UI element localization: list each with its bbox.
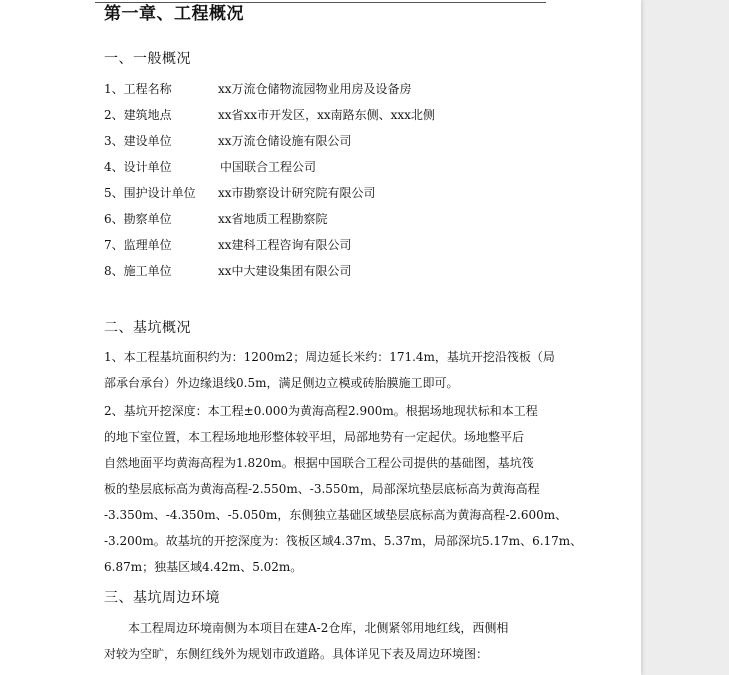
info-row-client	[104, 132, 544, 150]
text-line: 的地下室位置，本工程场地地形整体较平坦，局部地势有一定起伏。场地整平后	[104, 430, 525, 444]
info-value: xx市勘察设计研究院有限公司	[218, 186, 376, 200]
text-line: 2、基坑开挖深度：本工程±0.000为黄海高程2.900m。根据场地现状标和本工程	[104, 404, 538, 418]
info-label: 2、建筑地点	[104, 108, 172, 122]
info-value: xx万流仓储设施有限公司	[218, 134, 352, 148]
text-line: -3.200m。故基坑的开挖深度为：筏板区域4.37m、5.37m，局部深坑5.17m、6.17m、	[104, 534, 583, 548]
info-label: 3、建设单位	[104, 134, 172, 148]
info-value: xx中大建设集团有限公司	[218, 264, 352, 278]
info-value: 中国联合工程公司	[220, 160, 317, 174]
info-value: xx万流仓储物流园物业用房及设备房	[218, 82, 412, 96]
info-label: 7、监理单位	[104, 238, 172, 252]
text-line: -3.350m、-4.350m、-5.050m，东侧独立基础区域垫层底标高为黄海高程-2.600m、	[104, 508, 568, 522]
info-row-contractor	[104, 262, 544, 280]
section-heading-pit: 二、基坑概况	[104, 320, 191, 336]
info-label: 8、施工单位	[104, 264, 172, 278]
info-value: xx建科工程咨询有限公司	[218, 238, 352, 252]
info-value: xx省xx市开发区，xx南路东侧、xxx北侧	[218, 108, 435, 122]
text-line: 部承台承台）外边缘退线0.5m，满足侧边立模或砖胎膜施工即可。	[104, 376, 459, 390]
chapter-title: 第一章、工程概况	[104, 4, 244, 24]
info-row-location	[104, 106, 544, 124]
info-row-designer	[104, 158, 544, 176]
info-row-project-name	[104, 80, 544, 98]
text-line: 对较为空旷，东侧红线外为规划市政道路。具体详见下表及周边环境图：	[104, 647, 489, 661]
pit-depth-paragraph	[104, 398, 583, 580]
text-line: 板的垫层底标高为黄海高程-2.550m、-3.550m，局部深坑垫层底标高为黄海高程	[104, 482, 540, 496]
pit-area-paragraph	[104, 344, 555, 396]
info-row-supervisor	[104, 236, 544, 254]
text-line: 本工程周边环境南侧为本项目在建A-2仓库，北侧紧邻用地红线，西侧相	[128, 621, 509, 635]
info-label: 5、围护设计单位	[104, 186, 196, 200]
environment-paragraph	[104, 615, 550, 667]
text-line: 自然地面平均黄海高程为1.820m。根据中国联合工程公司提供的基础图，基坑筏	[104, 456, 534, 470]
info-label: 4、设计单位	[104, 160, 172, 174]
info-label: 6、勘察单位	[104, 212, 172, 226]
text-line: 6.87m；独基区域4.42m、5.02m。	[104, 560, 303, 574]
text-line: 1、本工程基坑面积约为：1200m2；周边延长米约：171.4m，基坑开挖沿筏板（局	[104, 350, 555, 364]
section-heading-general: 一、一般概况	[104, 51, 191, 67]
info-row-enclosure-designer	[104, 184, 544, 202]
section-heading-environment: 三、基坑周边环境	[104, 590, 220, 606]
info-label: 1、工程名称	[104, 82, 172, 96]
info-value: xx省地质工程勘察院	[218, 212, 328, 226]
info-row-survey	[104, 210, 544, 228]
